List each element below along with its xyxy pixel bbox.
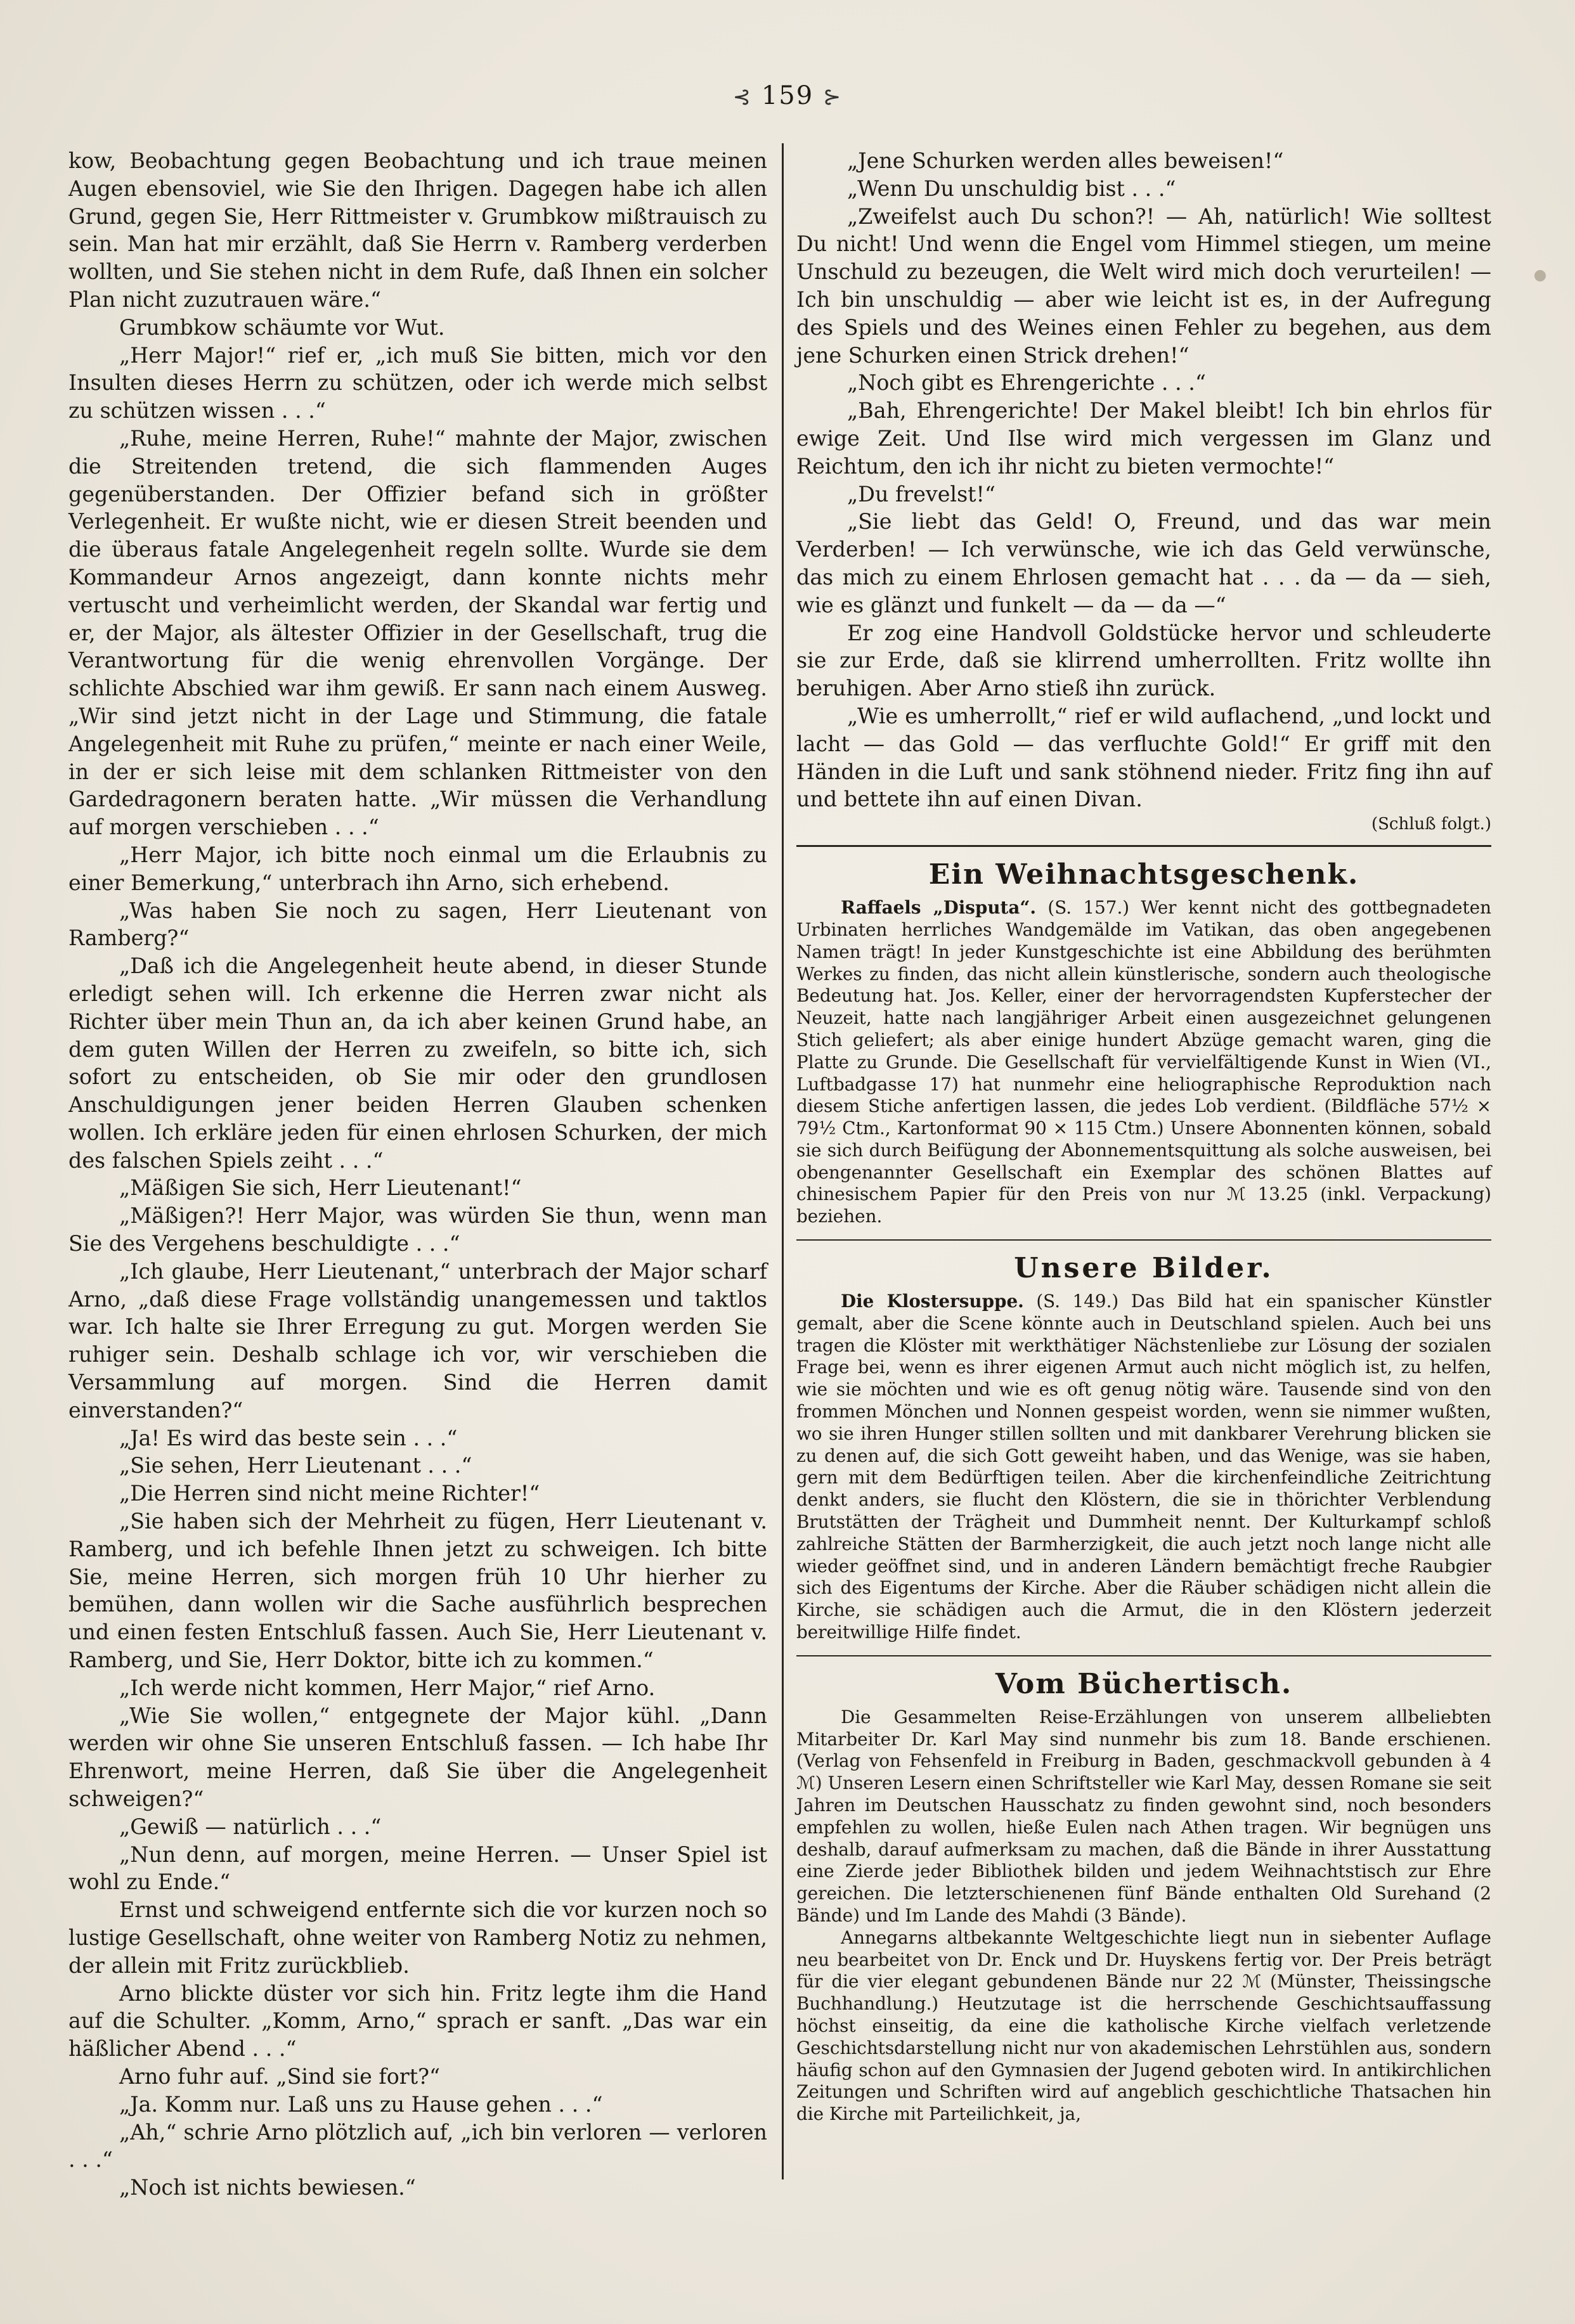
section-paragraph: Die Gesammelten Reise-Erzählungen von unserem allbeliebten Mitarbeiter Dr. Karl May sind nunmehr bis zum 18. Bande erschienen. (Verlag von Fehsenfeld in Freiburg in Baden, geschmackvoll gebunden à 4 ℳ) Unseren Lesern einen Schriftsteller wie Karl May, dessen Romane sie seit Jahren im Deutschen Hausschatz zu finden gewohnt sind, noch besonders empfehlen zu wollen, hieße Eulen nach Athen tragen. Wir begnügen uns deshalb, darauf aufmerksam zu machen, daß die Bände in ihrer Ausstattung eine Zierde jeder Bibliothek bilden und jedem Weihnachtstisch zur Ehre gereichen. Die letzterschienenen fünf Bände enthalten Old Surehand (2 Bände) und Im Lande des Mahdi (3 Bände).: [796, 1706, 1491, 1926]
story-paragraph: „Du frevelst!“: [847, 481, 995, 507]
story-paragraph: „Herr Major, ich bitte noch einmal um die Erlaubnis zu einer Bemerkung,“ unterbrach ihn Arno, sich erhebend.: [68, 842, 767, 895]
story-continuation: [796, 147, 1491, 834]
story-paragraph: „Was haben Sie noch zu sagen, Herr Lieutenant von Ramberg?“: [68, 898, 767, 951]
story-paragraph: „Wie Sie wollen,“ entgegnete der Major kühl. „Dann werden wir ohne Sie unseren Entschluß fassen. — Ich habe Ihr Ehrenwort, meine Herren, daß Sie über die Angelegenheit schweigen?“: [68, 1703, 767, 1812]
story-paragraph: kow, Beobachtung gegen Beobachtung und ich traue meinen Augen ebensoviel, wie Sie den Ihrigen. Dagegen habe ich allen Grund, gegen Sie, Herr Rittmeister v. Grumbkow mißtrauisch zu sein. Man hat mir erzählt, daß Sie Herrn v. Ramberg verderben wollten, und Sie stehen nicht in dem Rufe, daß Ihnen ein solcher Plan nicht zuzutrauen wäre.“: [68, 148, 767, 312]
story-paragraph: „Jene Schurken werden alles beweisen!“: [847, 148, 1284, 173]
story-paragraph: „Sie haben sich der Mehrheit zu fügen, Herr Lieutenant v. Ramberg, und ich befehle Ihnen jetzt zu schweigen. Ich bitte Sie, meine Herren, sich morgen früh 10 Uhr hierher zu bemühen, dann wollen wir die Sache ausführlich besprechen und einen festen Entschluß fassen. Auch Sie, Herr Lieutenant v. Ramberg, und Sie, Herr Doktor, bitte ich zu kommen.“: [68, 1509, 767, 1673]
right-column: [796, 147, 1491, 2150]
section-text: (S. 157.) Wer kennt nicht des gottbegnadeten Urbinaten herrliches Wandgemälde im Vatikan, das oben angegebenen Namen trägt! In jeder Kunstgeschichte ist eine Abbildung des berühmten Werkes zu finden, das nicht allein künstlerische, sondern auch theologische Bedeutung hat. Jos. Keller, einer der hervorragendsten Kupferstecher der Neuzeit, hatte nach langjähriger Arbeit einen ausgezeichnet gelungenen Stich geliefert; als aber einige hundert Abzüge gemacht waren, ging die Platte zu Grunde. Die Gesellschaft für vervielfältigende Kunst in Wien (VI., Luftbadgasse 17) hat nunmehr eine heliographische Reproduktion nach diesem Stiche anfertigen lassen, die jedes Lob verdient. (Bildfläche 57½ × 79½ Ctm., Kartonformat 90 × 115 Ctm.) Unsere Abonnenten können, sobald sie sich durch Beifügung der Abonnementsquittung als solche ausweisen, bei obengenannter Gesellschaft ein Exemplar des schönen Blattes auf chinesischem Papier für den Preis von nur ℳ 13.25 (inkl. Verpackung) beziehen.: [796, 897, 1491, 1227]
section-weihnacht: [796, 858, 1491, 1228]
section-lead: Die Klostersuppe.: [841, 1291, 1024, 1312]
story-paragraph: „Daß ich die Angelegenheit heute abend, in dieser Stunde erledigt sehen will. Ich erkenne die Herren zwar nicht als Richter über mein Thun an, da ich aber keinen Grund habe, an dem guten Willen der Herren zu zweifeln, so bitte ich, sich sofort zu entscheiden, ob Sie mir oder den grundlosen Anschuldigungen jener beiden Herren Glauben schenken wollen. Ich erkläre jeden für einen ehrlosen Schurken, der mich des falschen Spiels zeiht . . .“: [68, 953, 767, 1173]
section-title: Unsere Bilder.: [1014, 1252, 1274, 1285]
story-paragraph: Er zog eine Handvoll Goldstücke hervor und schleuderte sie zur Erde, daß sie klirrend umherrollten. Fritz wollte ihn beruhigen. Aber Arno stieß ihn zurück.: [796, 620, 1491, 701]
story-paragraph: Arno blickte düster vor sich hin. Fritz legte ihm die Hand auf die Schulter. „Komm, Arno,“ sprach er sanft. „Das war ein häßlicher Abend . . .“: [68, 1980, 767, 2062]
section-paragraph: [796, 1291, 1491, 1644]
story-paragraph: „Die Herren sind nicht meine Richter!“: [119, 1481, 540, 1506]
continued-note: (Schluß folgt.): [1371, 815, 1491, 834]
left-column: [68, 147, 767, 2200]
story-paragraph: „Noch ist nichts bewiesen.“: [119, 2175, 416, 2200]
page-number: 159: [761, 81, 814, 110]
story-paragraph: „Zweifelst auch Du schon?! — Ah, natürlich! Wie solltest Du nicht! Und wenn die Engel vom Himmel stiegen, um meine Unschuld zu bezeugen, die Welt wird mich doch verurteilen! — Ich bin unschuldig — aber wie leicht ist es, in der Aufregung des Spiels und des Weines einen Fehler zu begehen, aus dem jene Schurken einen Strick drehen!“: [796, 203, 1491, 368]
section-rule: [796, 845, 1491, 847]
story-paragraph: „Ich glaube, Herr Lieutenant,“ unterbrach der Major scharf Arno, „daß diese Frage vollständig unangemessen und taktlos war. Ich halte sie Ihrer Erregung zu gut. Morgen werden Sie ruhiger sein. Deshalb schlage ich vor, wir verschieben die Versammlung auf morgen. Sind die Herren damit einverstanden?“: [68, 1258, 767, 1423]
page-header: [0, 81, 1575, 110]
ornament-left-icon: ⊰: [732, 84, 753, 110]
story-paragraph: „Ja! Es wird das beste sein . . .“: [119, 1425, 458, 1450]
section-title: Ein Weihnachtsgeschenk.: [928, 858, 1359, 891]
story-paragraph: Grumbkow schäumte vor Wut.: [119, 314, 445, 340]
story-paragraph: „Ah,“ schrie Arno plötzlich auf, „ich bin verloren — verloren . . .“: [68, 2119, 767, 2172]
story-paragraph: „Ja. Komm nur. Laß uns zu Hause gehen . . .“: [119, 2091, 603, 2117]
story-paragraph: Arno fuhr auf. „Sind sie fort?“: [119, 2063, 440, 2089]
story-paragraph: „Noch gibt es Ehrengerichte . . .“: [847, 370, 1206, 396]
story-paragraph: „Wenn Du unschuldig bist . . .“: [847, 176, 1176, 201]
story-paragraph: Ernst und schweigend entfernte sich die vor kurzen noch so lustige Gesellschaft, ohne weiter von Ramberg Notiz zu nehmen, der allein mit Fritz zurückblieb.: [68, 1897, 767, 1978]
story-paragraph: „Herr Major!“ rief er, „ich muß Sie bitten, mich vor den Insulten dieses Herrn zu schützen, oder ich werde mich selbst zu schützen wissen . . .“: [68, 342, 767, 423]
section-bilder: [796, 1252, 1491, 1644]
ornament-right-icon: ⊱: [822, 84, 843, 110]
section-rule: [796, 1239, 1491, 1241]
section-rule: [796, 1655, 1491, 1656]
section-lead: Raffaels „Disputa“.: [841, 897, 1037, 919]
paper-spot: [1534, 270, 1546, 281]
column-divider: [782, 143, 784, 2179]
section-buecher: [796, 1668, 1491, 2126]
section-title: Vom Büchertisch.: [995, 1667, 1293, 1700]
story-paragraph: „Sie liebt das Geld! O, Freund, und das war mein Verderben! — Ich verwünsche, wie ich das Geld verwünsche, das mich zu einem Ehrlosen gemacht hat . . . da — da — sieh, wie es glänzt und funkelt — da — da —“: [796, 509, 1491, 617]
section-text: (S. 149.) Das Bild hat ein spanischer Künstler gemalt, aber die Scene könnte auch in Deutschland spielen. Auch bei uns tragen die Klöster mit werkthätiger Nächstenliebe zur Lösung der sozialen Frage bei, wenn es ihrer eigenen Armut auch nicht möglich ist, zu helfen, wie sie möchten und wie es oft genug nötig wäre. Tausende sind von den frommen Mönchen und Nonnen gespeist worden, wenn sie nimmer wußten, wo sie ihren Hunger stillen sollten und mit dankbarer Verehrung blicken sie zu denen auf, die sich Gott geweiht haben, und das Wenige, was sie haben, gern mit dem Bedürftigen teilen. Aber die kirchenfeindliche Zeitrichtung denkt anders, sie flucht den Klöstern, die sie in thörichter Verblendung Brutstätten der Trägheit und Dummheit nennt. Der Kulturkampf schloß zahlreiche Stätten der Barmherzigkeit, die auch jetzt noch lange nicht alle wieder geöffnet sind, und in anderen Ländern bemächtigt freche Raubgier sich des Eigentums der Kirche. Aber die Räuber schädigen nicht allein die Kirche, sie schädigen auch die Armut, die in den Klöstern jederzeit bereitwillige Hilfe findet.: [796, 1291, 1491, 1643]
story-paragraph: „Sie sehen, Herr Lieutenant . . .“: [119, 1453, 472, 1478]
story-paragraph: „Mäßigen?! Herr Major, was würden Sie thun, wenn man Sie des Vergehens beschuldigte . . .“: [68, 1203, 767, 1256]
story-paragraph: „Ich werde nicht kommen, Herr Major,“ rief Arno.: [119, 1675, 656, 1700]
section-paragraph: [796, 897, 1491, 1228]
story-paragraph: „Mäßigen Sie sich, Herr Lieutenant!“: [119, 1175, 522, 1201]
story-paragraph: „Wie es umherrollt,“ rief er wild auflachend, „und lockt und lacht — das Gold — das verfluchte Gold!“ Er griff mit den Händen in die Luft und sank stöhnend nieder. Fritz fing ihn auf und bettete ihn auf einen Divan.: [796, 703, 1491, 812]
section-paragraph: Annegarns altbekannte Weltgeschichte liegt nun in siebenter Auflage neu bearbeitet von Dr. Enck und Dr. Huyskens fertig vor. Der Preis beträgt für die vier elegant gebundenen Bände nur 22 ℳ (Münster, Theissingsche Buchhandlung.) Heutzutage ist die herrschende Geschichtsauffassung höchst einseitig, da eine die katholische Kirche vielfach verletzende Geschichtsdarstellung nicht nur von akademischen Lehrstühlen aus, sondern häufig schon auf den Gymnasien der Jugend geboten wird. In antikirchlichen Zeitungen und Schriften wird auf angeblich geschichtliche Thatsachen hin die Kirche mit Parteilichkeit, ja,: [796, 1927, 1491, 2125]
story-paragraph: „Gewiß — natürlich . . .“: [119, 1814, 382, 1839]
story-paragraph: „Nun denn, auf morgen, meine Herren. — Unser Spiel ist wohl zu Ende.“: [68, 1842, 767, 1895]
story-paragraph: „Bah, Ehrengerichte! Der Makel bleibt! Ich bin ehrlos für ewige Zeit. Und Ilse wird mich vergessen im Glanz und Reichtum, den ich ihr nicht zu bieten vermochte!“: [796, 398, 1491, 479]
story-paragraph: „Ruhe, meine Herren, Ruhe!“ mahnte der Major, zwischen die Streitenden tretend, die sich flammenden Auges gegenüberstanden. Der Offizier befand sich in größter Verlegenheit. Er wußte nicht, wie er diesen Streit beenden und die überaus fatale Angelegenheit regeln sollte. Wurde sie dem Kommandeur Arnos angezeigt, dann konnte nichts mehr vertuscht und verheimlicht werden, der Skandal war fertig und er, der Major, als ältester Offizier in der Gesellschaft, trug die Verantwortung für die wenig ehrenvollen Vorgänge. Der schlichte Abschied war ihm gewiß. Er sann nach einem Ausweg. „Wir sind jetzt nicht in der Lage und Stimmung, die fatale Angelegenheit mit Ruhe zu prüfen,“ meinte er nach einer Weile, in der er sich leise mit dem schlanken Rittmeister von den Gardedragonern beraten hatte. „Wir müssen die Verhandlung auf morgen verschieben . . .“: [68, 425, 767, 840]
